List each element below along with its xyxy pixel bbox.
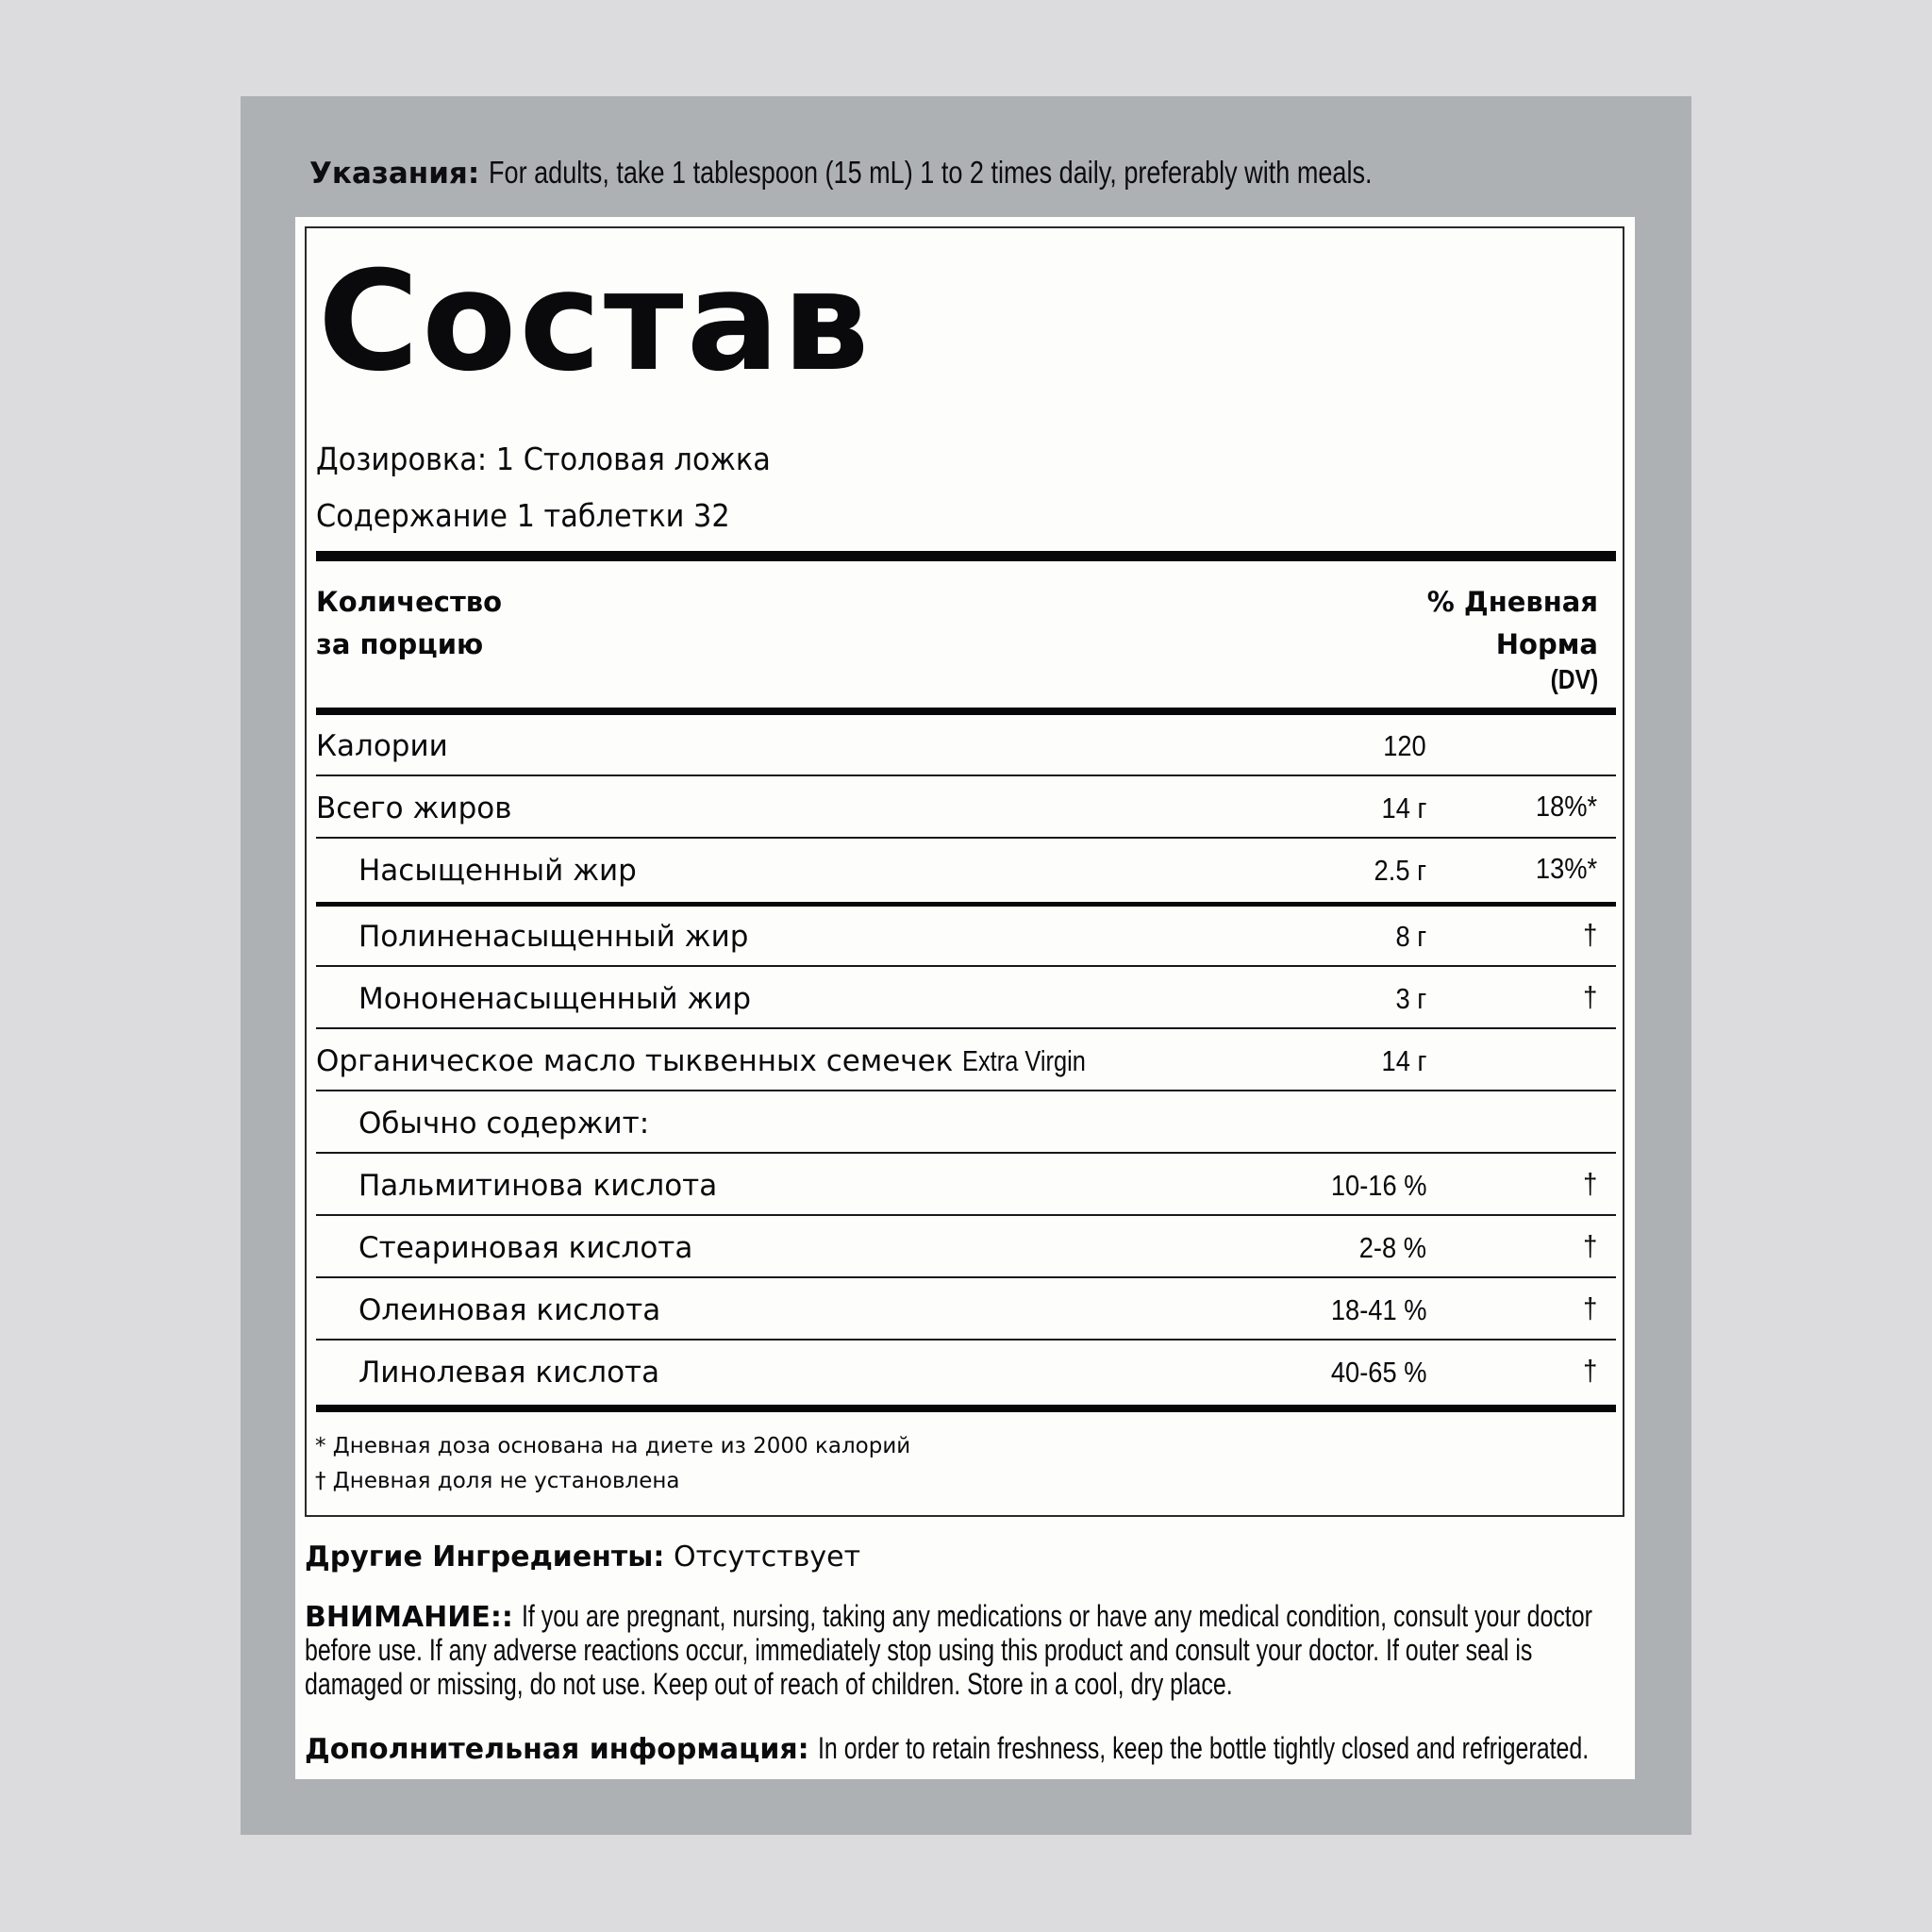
nutrient-dv: † <box>1582 1167 1597 1200</box>
thick-divider <box>316 1405 1616 1412</box>
nutrient-amount: 2-8 % <box>1358 1231 1426 1264</box>
row-divider <box>316 774 1616 776</box>
nutrient-row-saturated-fat <box>316 841 1616 901</box>
header-dv-line2: Норма <box>1495 628 1598 660</box>
nutrient-amount: 10-16 % <box>1330 1169 1426 1202</box>
row-divider <box>316 965 1616 967</box>
nutrient-amount: 40-65 % <box>1330 1356 1426 1389</box>
additional-info-label: Дополнительная информация: <box>305 1733 809 1766</box>
nutrient-name: Мононенасыщенный жир <box>358 982 752 1016</box>
nutrient-name: Насыщенный жир <box>358 854 637 888</box>
servings-per-container <box>316 497 766 534</box>
additional-info <box>305 1731 1625 1766</box>
serving-size-text: Дозировка: 1 Столовая ложка <box>316 441 771 477</box>
warning-text-1: If you are pregnant, nursing, taking any medications or have any medical condition, consult your doctor <box>522 1599 1593 1633</box>
header-dv-line1: % Дневная <box>1426 586 1598 618</box>
nutrient-row-total-fat <box>316 778 1616 839</box>
warning-label: ВНИМАНИЕ:: <box>305 1601 513 1634</box>
nutrient-amount: 120 <box>1383 729 1426 762</box>
warning-text-2: before use. If any adverse reactions occur, immediately stop using this product and consult your doctor. If outer seal is <box>305 1633 1533 1667</box>
nutrient-name: Всего жиров <box>316 791 512 825</box>
row-typically-contains <box>316 1093 1616 1154</box>
nutrient-dv: 13%* <box>1535 852 1597 885</box>
nutrient-dv: † <box>1582 1354 1597 1387</box>
nutrient-amount: 3 г <box>1395 982 1426 1015</box>
daily-value-header <box>1427 581 1598 694</box>
other-ingredients <box>305 1541 1625 1574</box>
header-amount-line1: Количество <box>316 586 503 618</box>
nutrient-amount: 2.5 г <box>1374 854 1426 887</box>
nutrient-name: Линолевая кислота <box>358 1356 660 1390</box>
additional-info-text: In order to retain freshness, keep the bottle tightly closed and refrigerated. <box>818 1731 1590 1765</box>
row-divider <box>316 1090 1616 1091</box>
nutrient-name: Стеариновая кислота <box>358 1231 693 1265</box>
nutrient-dv: † <box>1582 918 1597 951</box>
row-divider <box>316 1027 1616 1029</box>
thick-divider <box>316 708 1616 715</box>
footnote-daily-value: * Дневная доза основана на диете из 2000 калорий <box>315 1434 911 1458</box>
nutrient-name: Калории <box>316 729 448 763</box>
nutrient-name: Полиненасыщенный жир <box>358 920 749 954</box>
nutrient-row-palmitic-acid <box>316 1156 1616 1216</box>
ingredient-name-cyrillic: Органическое масло тыквенных семечек <box>316 1044 954 1078</box>
nutrient-dv: 18%* <box>1535 790 1597 823</box>
nutrient-dv: † <box>1582 1229 1597 1262</box>
directions-text: For adults, take 1 tablespoon (15 mL) 1 to 2 times daily, preferably with meals. <box>489 155 1373 190</box>
nutrient-name: Олеиновая кислота <box>358 1293 661 1327</box>
warning-text-3: damaged or missing, do not use. Keep out of reach of children. Store in a cool, dry place. <box>305 1667 1233 1701</box>
nutrient-row-monounsaturated-fat <box>316 969 1616 1029</box>
nutrient-amount: 14 г <box>1381 1044 1426 1077</box>
amount-per-serving-header <box>316 581 502 666</box>
header-amount-line2: за порцию <box>316 628 484 660</box>
ingredient-name-latin: Extra Virgin <box>962 1044 1087 1077</box>
facts-title: Состав <box>318 242 873 402</box>
footnote-dv-not-established: † Дневная доля не установлена <box>315 1469 680 1493</box>
nutrient-row-stearic-acid <box>316 1218 1616 1278</box>
row-divider <box>316 1339 1616 1341</box>
ingredient-row-pumpkin-seed-oil <box>316 1031 1616 1091</box>
nutrient-amount: 18-41 % <box>1330 1293 1426 1326</box>
nutrient-row-linoleic-acid <box>316 1342 1616 1403</box>
warning <box>305 1599 1625 1701</box>
row-divider <box>316 837 1616 839</box>
warning-line-2 <box>305 1633 1625 1667</box>
nutrient-amount: 14 г <box>1381 791 1426 824</box>
other-ingredients-text: Отсутствует <box>673 1541 861 1574</box>
thick-divider <box>316 551 1616 561</box>
row-divider <box>316 1276 1616 1278</box>
serving-size <box>316 441 810 477</box>
directions <box>309 155 1566 191</box>
warning-line-1 <box>305 1599 1625 1633</box>
nutrient-name: Пальмитинова кислота <box>358 1169 718 1203</box>
header-dv-line3: (DV) <box>1550 665 1598 695</box>
nutrient-dv: † <box>1582 1291 1597 1324</box>
directions-label: Указания: <box>309 157 480 191</box>
nutrient-name: Обычно содержит: <box>358 1107 650 1141</box>
row-divider <box>316 1214 1616 1216</box>
nutrient-dv: † <box>1582 980 1597 1013</box>
warning-line-3 <box>305 1667 1625 1701</box>
nutrient-row-oleic-acid <box>316 1280 1616 1341</box>
other-ingredients-label: Другие Ингредиенты: <box>305 1541 665 1574</box>
servings-per-container-text: Содержание 1 таблетки 32 <box>316 497 730 534</box>
nutrient-row-polyunsaturated-fat <box>316 907 1616 967</box>
nutrient-row-calories <box>316 716 1616 776</box>
nutrient-amount: 8 г <box>1395 920 1426 953</box>
nutrient-name <box>316 1044 1113 1078</box>
row-divider <box>316 1152 1616 1154</box>
